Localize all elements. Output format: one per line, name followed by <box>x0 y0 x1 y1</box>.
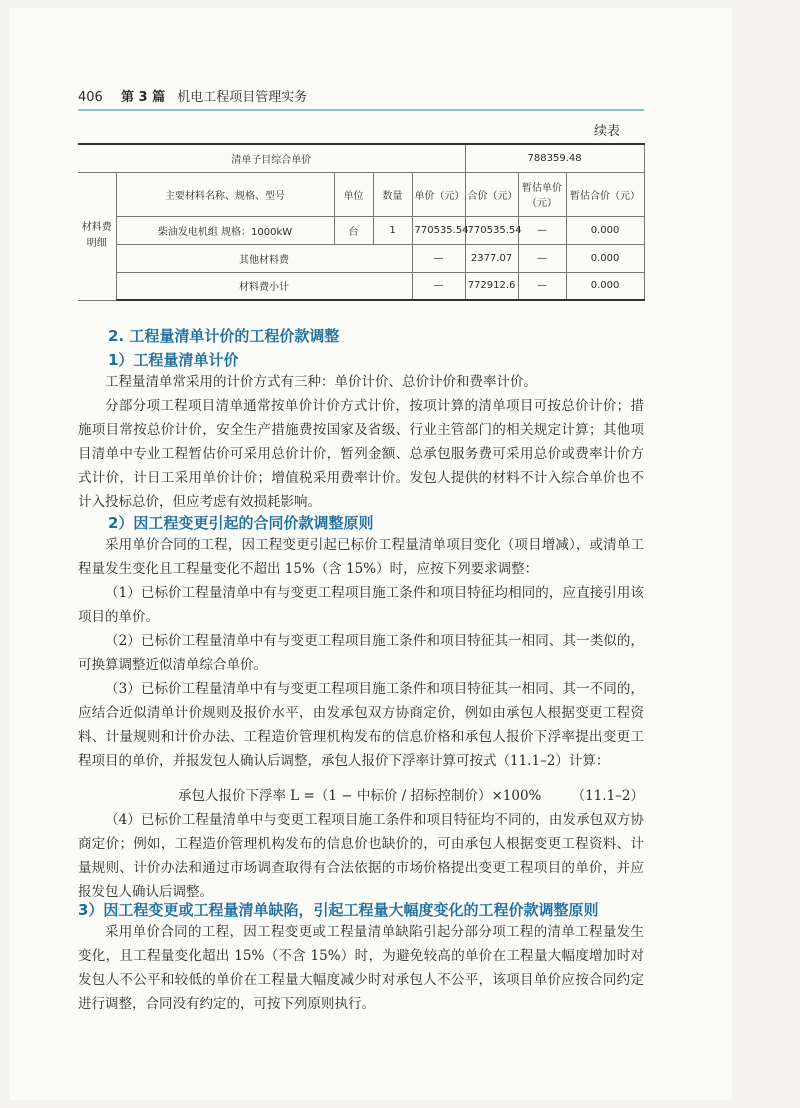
paragraph: （4）已标价工程量清单中与变更工程项目施工条件和项目特征均不同的，由发承包双方协商定价；例如，工程造价管理机构发布的信息价也缺价的，可由承包人根据变更工程资料、计量规则、计价办法和通过市场调查取得有合法依据的市场价格提出变更工程项目的单价，并应报发包人确认后调整。 <box>78 812 644 900</box>
material-est-total: 0.000 <box>566 216 644 244</box>
material-cost-table <box>78 143 645 301</box>
formula-line <box>78 784 644 804</box>
material-name: 材料费小计 <box>116 272 412 300</box>
formula-number: （11.1–2） <box>571 788 644 804</box>
summary-value: 788359.48 <box>465 144 644 172</box>
paragraph: 采用单价合同的工程，因工程变更或工程量清单缺陷引起分部分项工程的清单工程量发生变化，且工程量变化超出 15%（不含 15%）时，为避免较高的单价在工程量大幅度增加时对发包人不公平和较低的单价在工程量大幅度减少时对承包人不公平，该项目单价应按合同约定进行调整，合同没有约定的，可按下列原则执行。 <box>78 924 644 1012</box>
column-header: 暂估合价（元） <box>566 172 644 216</box>
table-header-row <box>78 172 644 216</box>
subsection-heading: 2）因工程变更引起的合同价款调整原则 <box>108 514 374 532</box>
part-label: 第 3 篇 <box>120 90 166 105</box>
book-title: 机电工程项目管理实务 <box>177 90 308 105</box>
material-est-price: — <box>518 272 566 300</box>
paragraph: （1）已标价工程量清单中有与变更工程项目施工条件和项目特征均相同的，应直接引用该项目的单价。 <box>78 585 644 625</box>
table-row <box>78 272 644 300</box>
summary-row <box>78 144 644 172</box>
column-header: 单价（元） <box>412 172 465 216</box>
paragraph: （2）已标价工程量清单中有与变更工程项目施工条件和项目特征其一相同、其一类似的，可换算调整近似清单综合单价。 <box>78 633 644 673</box>
formula: 承包人报价下浮率 L =（1 − 中标价 / 招标控制价）×100% <box>178 788 542 804</box>
paragraph: 分部分项工程项目清单通常按单价计价方式计价，按项计算的清单项目可按总价计价；措施项目常按总价计价，安全生产措施费按国家及省级、行业主管部门的相关规定计算；其他项目清单中专业工程暂估价可采用总价计价，暂列金额、总承包服务费可采用总价或费率计价方式计价，计日工采用单价计价；增值税采用费率计价。发包人提供的材料不计入综合单价也不计入投标总价，但应考虑有效损耗影响。 <box>78 398 644 510</box>
group-label: 材料费明细 <box>78 172 116 300</box>
page-number: 406 <box>78 90 103 105</box>
material-price: 770535.54 <box>412 216 465 244</box>
material-name: 其他材料费 <box>116 244 412 272</box>
material-name: 柴油发电机组 规格：1000kW <box>116 216 334 244</box>
column-header: 主要材料名称、规格、型号 <box>116 172 334 216</box>
table-row <box>78 216 644 244</box>
paragraph: （3）已标价工程量清单中有与变更工程项目施工条件和项目特征其一相同、其一不同的，应结合近似清单计价规则及报价水平，由发承包双方协商定价，例如由承包人根据变更工程资料、计量规则和计价办法、工程造价管理机构发布的信息价格和承包人报价下浮率提出变更工程项目的单价，并报发包人确认后调整，承包人报价下浮率计算可按式（11.1–2）计算： <box>78 681 644 769</box>
material-unit: 台 <box>334 216 373 244</box>
paragraph: 工程量清单常采用的计价方式有三种：单价计价、总价计价和费率计价。 <box>105 374 537 390</box>
material-total: 772912.6 <box>465 272 518 300</box>
table-row <box>78 244 644 272</box>
subsection-heading: 1）工程量清单计价 <box>108 351 239 369</box>
table-continued-label: 续表 <box>594 124 621 139</box>
section-heading: 2. 工程量清单计价的工程价款调整 <box>108 327 340 345</box>
header-rule <box>78 109 644 111</box>
column-header: 数量 <box>373 172 412 216</box>
material-qty: 1 <box>373 216 412 244</box>
material-est-total: 0.000 <box>566 272 644 300</box>
material-total: 770535.54 <box>465 216 518 244</box>
material-est-price: — <box>518 216 566 244</box>
material-price: — <box>412 272 465 300</box>
running-header <box>78 86 307 105</box>
material-total: 2377.07 <box>465 244 518 272</box>
paragraph: 采用单价合同的工程，因工程变更引起已标价工程量清单项目变化（项目增减），或清单工程量发生变化且工程量变化不超出 15%（含 15%）时，应按下列要求调整： <box>78 537 644 577</box>
column-header: 暂估单价（元） <box>518 172 566 216</box>
subsection-heading: 3）因工程变更或工程量清单缺陷，引起工程量大幅度变化的工程价款调整原则 <box>78 901 599 919</box>
column-header: 合价（元） <box>465 172 518 216</box>
material-price: — <box>412 244 465 272</box>
material-est-total: 0.000 <box>566 244 644 272</box>
summary-label: 清单子目综合单价 <box>78 144 465 172</box>
material-est-price: — <box>518 244 566 272</box>
column-header: 单位 <box>334 172 373 216</box>
